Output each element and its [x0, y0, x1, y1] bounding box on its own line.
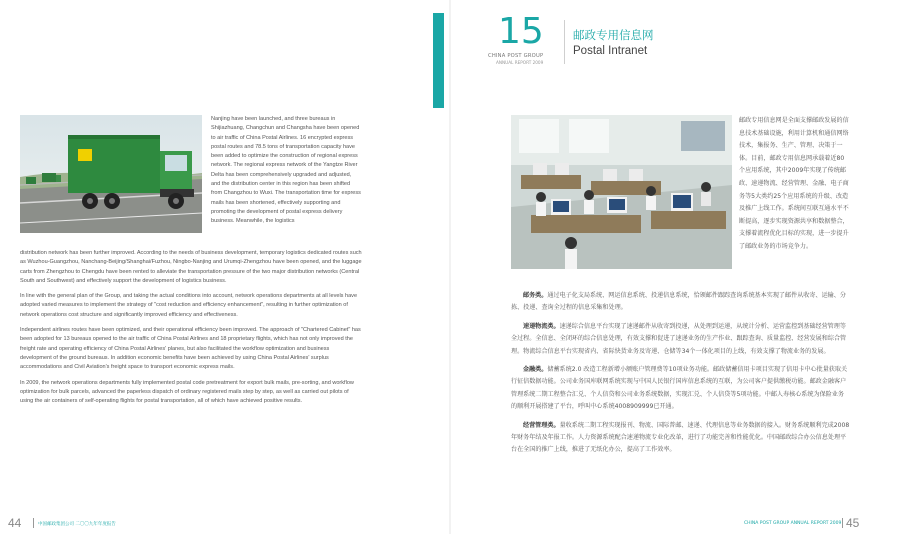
- category-label-postal: 邮务类。: [523, 292, 548, 299]
- section-report-name: ANNUAL REPORT 2009: [496, 60, 544, 65]
- left-wrap-text: Nanjing have been launched, and three bureaus in Shijiazhuang, Changchun and Changsha have been opened to air traffic of China Postal Airlines. 16 encrypted express postal routes and 78.5 tons of transportation capacity have been added to optimize the construction of regional express network. The regional express network of the Yangtze River Delta has been comprehensively upgraded and adjusted, and the distribution center in this region has been shifted from Changzhou to Wuxi. The transportation time for express mails has been shortened, effectively supporting and promoting the development of postal express delivery business. Meanwhile, the logistics: [211, 116, 361, 225]
- category-label-management: 经营管理类。: [523, 421, 560, 429]
- left-paragraph-4: In 2009, the network operations departments fully implemented postal code pretreatment for export bulk mails, pre-sorting, and workflow optimization for bulk parcels, advanced the paperless dispatch of ordinary registered mails step by step, as well as carried out pilots of using the air containers of self-operating flights for postal transportation, all of which have achieved positive results.: [20, 379, 354, 405]
- left-wrap-paragraph: [211, 115, 361, 227]
- left-body-text: [20, 249, 362, 406]
- category-label-finance: 金融类。: [523, 366, 548, 374]
- right-paragraph-3-text: 储蓄系统2.0 改造工程新增小额账户管理费等10项业务功能。邮政储蓄信用卡项目实现了信用卡中心批量获取关行征信数据功能。公司业务国库联网系统实现与中国人民银行国库信息系统的互联，为公司客户提供缴税功能。邮政金融客户管理系统二期工程整合汇兑、个人信贷和公司业务系统数据，实现汇兑、个人信贷等5项功能。中邮人寿核心系统为保险业务的顺利开展搭建了平台，呼叫中心系统4008909999已开通。: [511, 366, 848, 411]
- right-paragraph-1: [511, 290, 850, 315]
- left-paragraph-2: In line with the general plan of the Group, and taking the actual conditions into account, network operations departments at all levels have adopted varied measures to implement the strategy of "cost reduction and efficiency enhancement", resulting in further optimization of network operations cost structure and significantly improved efficiency and effectiveness.: [20, 293, 358, 318]
- section-color-bar: [433, 13, 444, 108]
- right-footer-caption: CHINA POST GROUP ANNUAL REPORT 2009: [744, 521, 842, 526]
- right-paragraph-2-text: 速递综合信息平台实现了速递邮件从收寄到投递，从处理到运递，从统计分析、运营监控到基础经营管理等全过程。全信息、全闭环的综合信息处理，有效支撑和促进了速递业务的生产作业、跟踪查询、质量监控、经营发展和综合管理。物流综合信息平台实现省内、省际快货业务及寄递、仓储等34个一体化项目的上线，有效支撑了物流业务的发展。: [511, 322, 847, 355]
- right-intro-text: 邮政专用信息网是全面支撑邮政发展的信息技术基础设施，利用计算机和通信网络技术，集报务、生产、管理、决策于一体。目前，邮政专用信息网承载着近80个应用系统，其中2009年实现了传统邮政、速递物流、经营管理、金融、电子商务等5大类约25个应用系统的升级、改造及推广上线工作。系统间互联互通水平不断提高，逐步实现资源共享和数据整合，支撑着流程优化目标的实现，进一步提升了邮政业务的市场竞争力。: [739, 117, 849, 250]
- right-body-text: [511, 290, 850, 457]
- right-paragraph-3: [511, 364, 850, 414]
- section-number: 15: [498, 11, 544, 52]
- right-footer-rule: [842, 518, 843, 528]
- section-title-chinese: 邮政专用信息网: [573, 28, 654, 42]
- header-divider: [564, 20, 565, 64]
- right-page-number: 45: [846, 516, 860, 530]
- left-paragraph-1: distribution network has been further improved. According to the needs of business development, temporary logistics dedicated routes such as Wuzhou-Guangzhou, Nanchang-Beijing/Shanghai/Fuzhou, Ningbo-Nanjing and Urumqi-Zhengzhou have been opened, and the luggage carts from Zhengzhou to Chengdu have been rented to alleviate the transportation pressure of the two major distribution networks (Central South and Southwest) and effectively support the development of logistics business.: [20, 250, 362, 284]
- right-paragraph-2: [511, 321, 850, 358]
- office-computers-photo: [511, 115, 732, 269]
- section-group-name: CHINA POST GROUP: [488, 53, 544, 59]
- right-intro-column: [739, 115, 849, 254]
- left-footer-rule: [33, 518, 34, 528]
- right-paragraph-1-text: 通过电子化支局系统、网运信息系统、投递信息系统，恰颁邮件跟踪查询系统基本实现了邮件从收寄、运输、分拣、投递、查询全过程的信息采集和处理。: [511, 292, 846, 312]
- right-paragraph-4: [511, 420, 850, 457]
- left-footer-caption: 中国邮政集团公司 二〇〇九年年度报告: [38, 522, 116, 527]
- section-title-english: Postal Intranet: [573, 45, 648, 57]
- left-paragraph-3: Independent airlines routes have been optimized, and their operational efficiency been improved. The approach of "Chartered Cabinet" has been adopted for 13 bureaus opened to the air traffic of China Postal Airlines and 18 proprietary flights, which has not only improved the freight rate and operating efficiency of China Postal Airlines' planes, but also facilitated the workflow optimization and business development of the ground bureaus. In addition economic benefits have been achieved by using China Postal Airlines' surplus accommodations and Civil Aviation's freight space to transport economic express mails.: [20, 327, 361, 371]
- left-page-number: 44: [8, 516, 22, 530]
- page-gutter: [449, 0, 451, 534]
- right-paragraph-4-text: 量收系统二期工程实现报刊、物流、国际普邮、速递、代理信息等业务数据的接入。财务系统顺利完成2008年财务年结及年报工作。人力资源系统配合速递物流专业化改革，进行了功能完善和性能优化。中国邮政综合办公信息处理平台在全国的推广上线，推进了无纸化办公，提高了工作效率。: [511, 421, 850, 454]
- category-label-express: 速递物流类。: [523, 322, 560, 330]
- postal-trucks-photo: [20, 115, 202, 233]
